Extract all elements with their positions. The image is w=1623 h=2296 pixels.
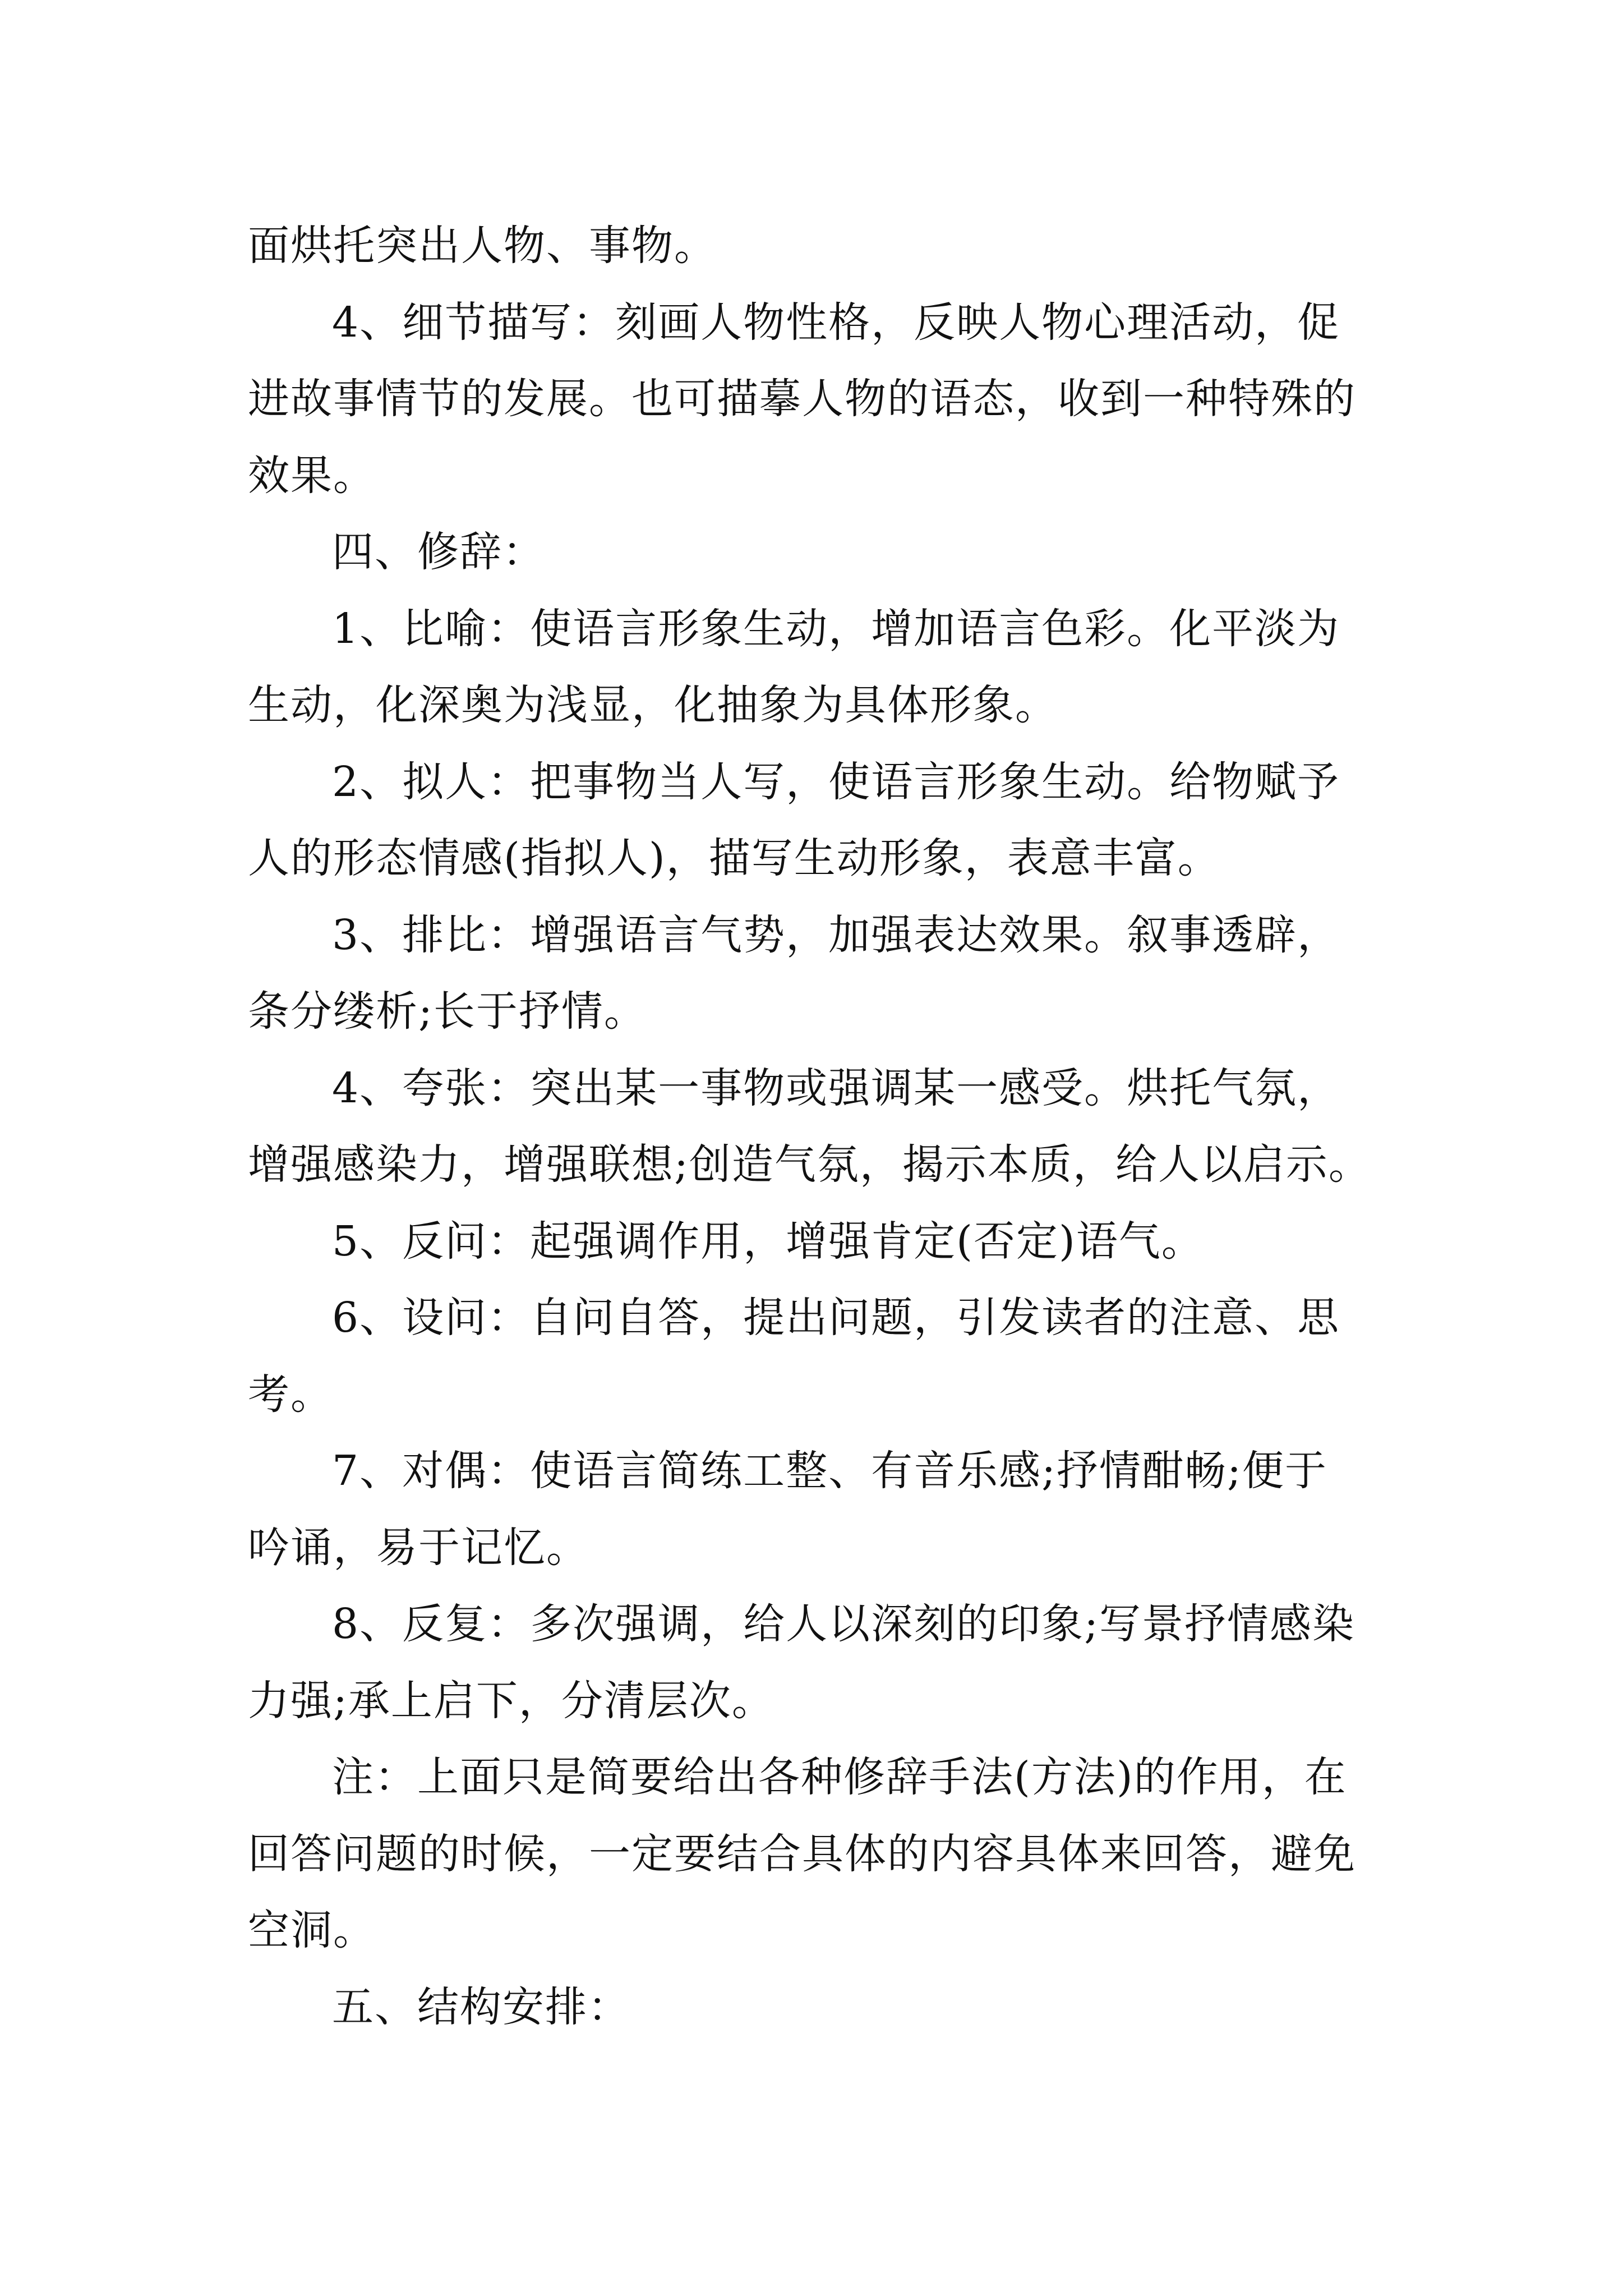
document-body (248, 208, 1392, 2045)
text-line: 1、比喻：使语言形象生动，增加语言色彩。化平淡为 (332, 604, 1340, 653)
text-line: 4、细节描写：刻画人物性格，反映人物心理活动，促 (332, 298, 1340, 347)
text-line: 6、设问：自问自答，提出问题，引发读者的注意、思 (332, 1294, 1340, 1342)
text-line: 7、对偶：使语言简练工整、有音乐感;抒情酣畅;便于 (332, 1447, 1327, 1495)
text-line: 力强;承上启下，分清层次。 (248, 1676, 774, 1725)
text-line: 增强感染力，增强联想;创造气氛，揭示本质，给人以启示。 (248, 1140, 1371, 1189)
text-line: 3、排比：增强语言气势，加强表达效果。叙事透辟， (332, 910, 1340, 959)
text-line: 效果。 (248, 451, 376, 500)
section-heading: 五、结构安排： (332, 1982, 630, 2031)
note-line: 注：上面只是简要给出各种修辞手法(方法)的作用，在 (332, 1753, 1347, 1801)
text-line: 5、反问：起强调作用，增强肯定(否定)语气。 (332, 1217, 1204, 1266)
note-line: 回答问题的时候，一定要结合具体的内容具体来回答，避免 (248, 1829, 1356, 1878)
text-line: 考。 (248, 1370, 333, 1419)
text-line: 面烘托突出人物、事物。 (248, 222, 717, 270)
text-line: 2、拟人：把事物当人写，使语言形象生动。给物赋予 (332, 757, 1340, 806)
text-line: 条分缕析;长于抒情。 (248, 987, 647, 1036)
text-line: 8、反复：多次强调，给人以深刻的印象;写景抒情感染 (332, 1600, 1355, 1648)
note-line: 空洞。 (248, 1906, 376, 1954)
text-line: 吟诵，易于记忆。 (248, 1523, 589, 1572)
text-line: 进故事情节的发展。也可描摹人物的语态，收到一种特殊的 (248, 375, 1356, 423)
text-line: 人的形态情感(指拟人)，描写生动形象，表意丰富。 (248, 834, 1220, 882)
text-line: 4、夸张：突出某一事物或强调某一感受。烘托气氛， (332, 1064, 1340, 1112)
text-line: 生动，化深奥为浅显，化抽象为具体形象。 (248, 681, 1058, 729)
section-heading: 四、修辞： (332, 528, 545, 576)
